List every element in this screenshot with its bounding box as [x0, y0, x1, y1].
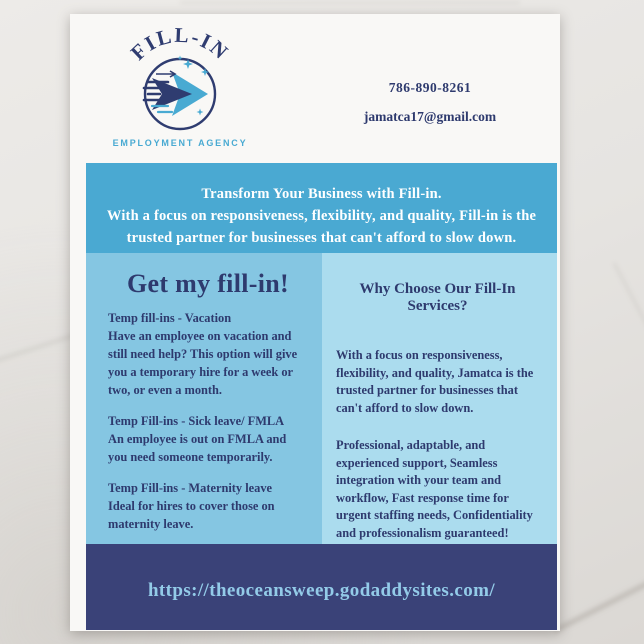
section-body: An employee is out on FMLA and you need someone temporarily. — [108, 432, 287, 464]
section-body: Ideal for hires to cover those on maternity leave. — [108, 499, 275, 531]
service-section-maternity — [108, 479, 308, 533]
banner-subtitle-line2: trusted partner for businesses that can't afford to slow down. — [126, 230, 517, 246]
logo — [112, 22, 248, 154]
flyer — [70, 14, 560, 631]
website-url: https://theoceansweep.godaddysites.com/ — [147, 580, 496, 601]
light-blue-speed-lines-icon — [152, 106, 172, 112]
footer — [86, 544, 557, 630]
left-column-heading: Get my fill-in! — [127, 269, 289, 298]
fill-in-logo-icon — [112, 22, 248, 154]
banner — [86, 163, 557, 253]
logo-brand-text: FILL-IN — [125, 22, 234, 65]
marble-vein — [552, 550, 644, 635]
marble-vein — [612, 262, 644, 344]
marble-vein — [180, 0, 520, 5]
content-columns — [86, 253, 557, 544]
section-title: Temp Fill-ins - Sick leave/ FMLA — [108, 414, 285, 428]
service-section-vacation — [108, 309, 308, 399]
email-address: jamatca17@gmail.com — [363, 109, 497, 124]
why-choose-paragraph-2: Professional, adaptable, and experienced support, Seamless integration with your team and workflow, Fast response time for urgent staffing needs, Confidentiality and professionalism guaranteed! — [336, 438, 533, 540]
section-body: Have an employee on vacation and still need help? This option will give you a temporary hire for a week or two, or even a month. — [108, 329, 298, 397]
banner-subtitle-line1: With a focus on responsiveness, flexibility, and quality, Fill-in is the — [106, 208, 537, 224]
section-title: Temp Fill-ins - Maternity leave — [108, 481, 273, 495]
left-column — [86, 253, 322, 544]
right-column-heading: Why Choose Our Fill-In Services? — [359, 281, 516, 314]
header — [70, 14, 560, 163]
small-arrow-icon — [156, 71, 175, 77]
why-choose-paragraph-1: With a focus on responsiveness, flexibility, and quality, Jamatca is the trusted partner for businesses that can't afford to slow down. — [336, 348, 534, 415]
contact-info — [320, 80, 540, 125]
banner-title: Transform Your Business with Fill-in. — [201, 186, 442, 202]
service-section-sick-leave — [108, 412, 308, 466]
logo-tagline-text: EMPLOYMENT AGENCY — [112, 138, 248, 148]
phone-number: 786-890-8261 — [388, 80, 472, 95]
section-title: Temp fill-ins - Vacation — [108, 311, 232, 325]
right-column — [322, 253, 557, 544]
